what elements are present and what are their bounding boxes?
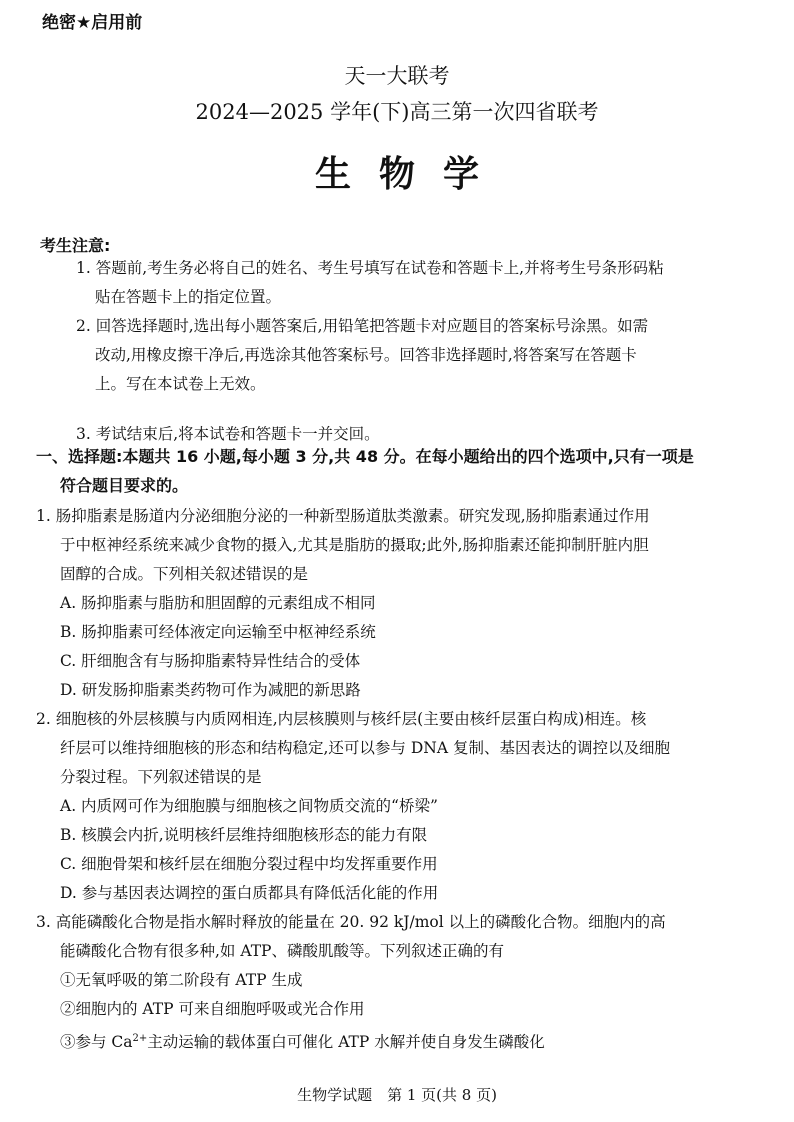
- notice-item-2: 2. 回答选择题时,选出每小题答案后,用铅笔把答题卡对应题目的答案标号涂黑。如需: [76, 317, 649, 335]
- question-2-stem-cont2: 分裂过程。下列叙述错误的是: [60, 768, 262, 786]
- notice-item-2-cont2: 上。写在本试卷上无效。: [95, 375, 266, 393]
- notice-title: 考生注意:: [40, 236, 111, 255]
- question-2-option-c: C. 细胞骨架和核纤层在细胞分裂过程中均发挥重要作用: [60, 855, 438, 873]
- question-3-stem: 3. 高能磷酸化合物是指水解时释放的能量在 20. 92 kJ/mol 以上的磷酸化合物。细胞内的高: [36, 913, 666, 931]
- question-1-option-c: C. 肝细胞含有与肠抑脂素特异性结合的受体: [60, 652, 361, 670]
- question-2-stem-cont: 纤层可以维持细胞核的形态和结构稳定,还可以参与 DNA 复制、基因表达的调控以及细胞: [60, 739, 670, 757]
- question-3-statement-1: ①无氧呼吸的第二阶段有 ATP 生成: [60, 971, 303, 989]
- question-2-stem: 2. 细胞核的外层核膜与内质网相连,内层核膜则与核纤层(主要由核纤层蛋白构成)相连。核: [36, 710, 647, 728]
- calcium-charge: 2+: [132, 1033, 148, 1044]
- section-heading-cont: 符合题目要求的。: [60, 476, 189, 495]
- question-2-option-d: D. 参与基因表达调控的蛋白质都具有降低活化能的作用: [60, 884, 439, 902]
- page-footer: 生物学试题 第 1 页(共 8 页): [297, 1086, 497, 1104]
- question-1-stem: 1. 肠抑脂素是肠道内分泌细胞分泌的一种新型肠道肽类激素。研究发现,肠抑脂素通过作用: [36, 507, 650, 525]
- subject-title: 生物学: [314, 154, 507, 195]
- exam-session-title: 2024—2025 学年(下)高三第一次四省联考: [195, 100, 599, 124]
- question-2-option-b: B. 核膜会内折,说明核纤层维持细胞核形态的能力有限: [60, 826, 428, 844]
- question-1-option-d: D. 研发肠抑脂素类药物可作为减肥的新思路: [60, 681, 361, 699]
- statement-3-suffix: 主动运输的载体蛋白可催化 ATP 水解并使自身发生磷酸化: [147, 1033, 545, 1052]
- question-1-option-b: B. 肠抑脂素可经体液定向运输至中枢神经系统: [60, 623, 376, 641]
- notice-item-2-cont: 改动,用橡皮擦干净后,再选涂其他答案标号。回答非选择题时,将答案写在答题卡: [95, 346, 637, 364]
- question-3-stem-cont: 能磷酸化合物有很多种,如 ATP、磷酸肌酸等。下列叙述正确的有: [60, 942, 504, 960]
- question-1-stem-cont2: 固醇的合成。下列相关叙述错误的是: [60, 565, 309, 583]
- question-1-option-a: A. 肠抑脂素与脂肪和胆固醇的元素组成不相同: [60, 594, 376, 612]
- question-3-statement-3: [60, 1024, 545, 1058]
- question-2-option-a: A. 内质网可作为细胞膜与细胞核之间物质交流的“桥梁”: [60, 797, 438, 815]
- exam-union-title: 天一大联考: [344, 64, 450, 88]
- section-heading: 一、选择题:本题共 16 小题,每小题 3 分,共 48 分。在每小题给出的四个选项中,只有一项是: [36, 447, 694, 466]
- notice-item-1-cont: 贴在答题卡上的指定位置。: [95, 288, 282, 306]
- question-1-stem-cont: 于中枢神经系统来减少食物的摄入,尤其是脂肪的摄取;此外,肠抑脂素还能抑制肝脏内胆: [60, 536, 649, 554]
- confidential-mark: 绝密★启用前: [42, 13, 143, 33]
- notice-item-3: 3. 考试结束后,将本试卷和答题卡一并交回。: [76, 425, 380, 443]
- question-3-statement-2: ②细胞内的 ATP 可来自细胞呼吸或光合作用: [60, 1000, 365, 1018]
- notice-item-1: 1. 答题前,考生务必将自己的姓名、考生号填写在试卷和答题卡上,并将考生号条形码粘: [76, 259, 664, 277]
- statement-3-prefix: ③参与 Ca: [60, 1033, 133, 1052]
